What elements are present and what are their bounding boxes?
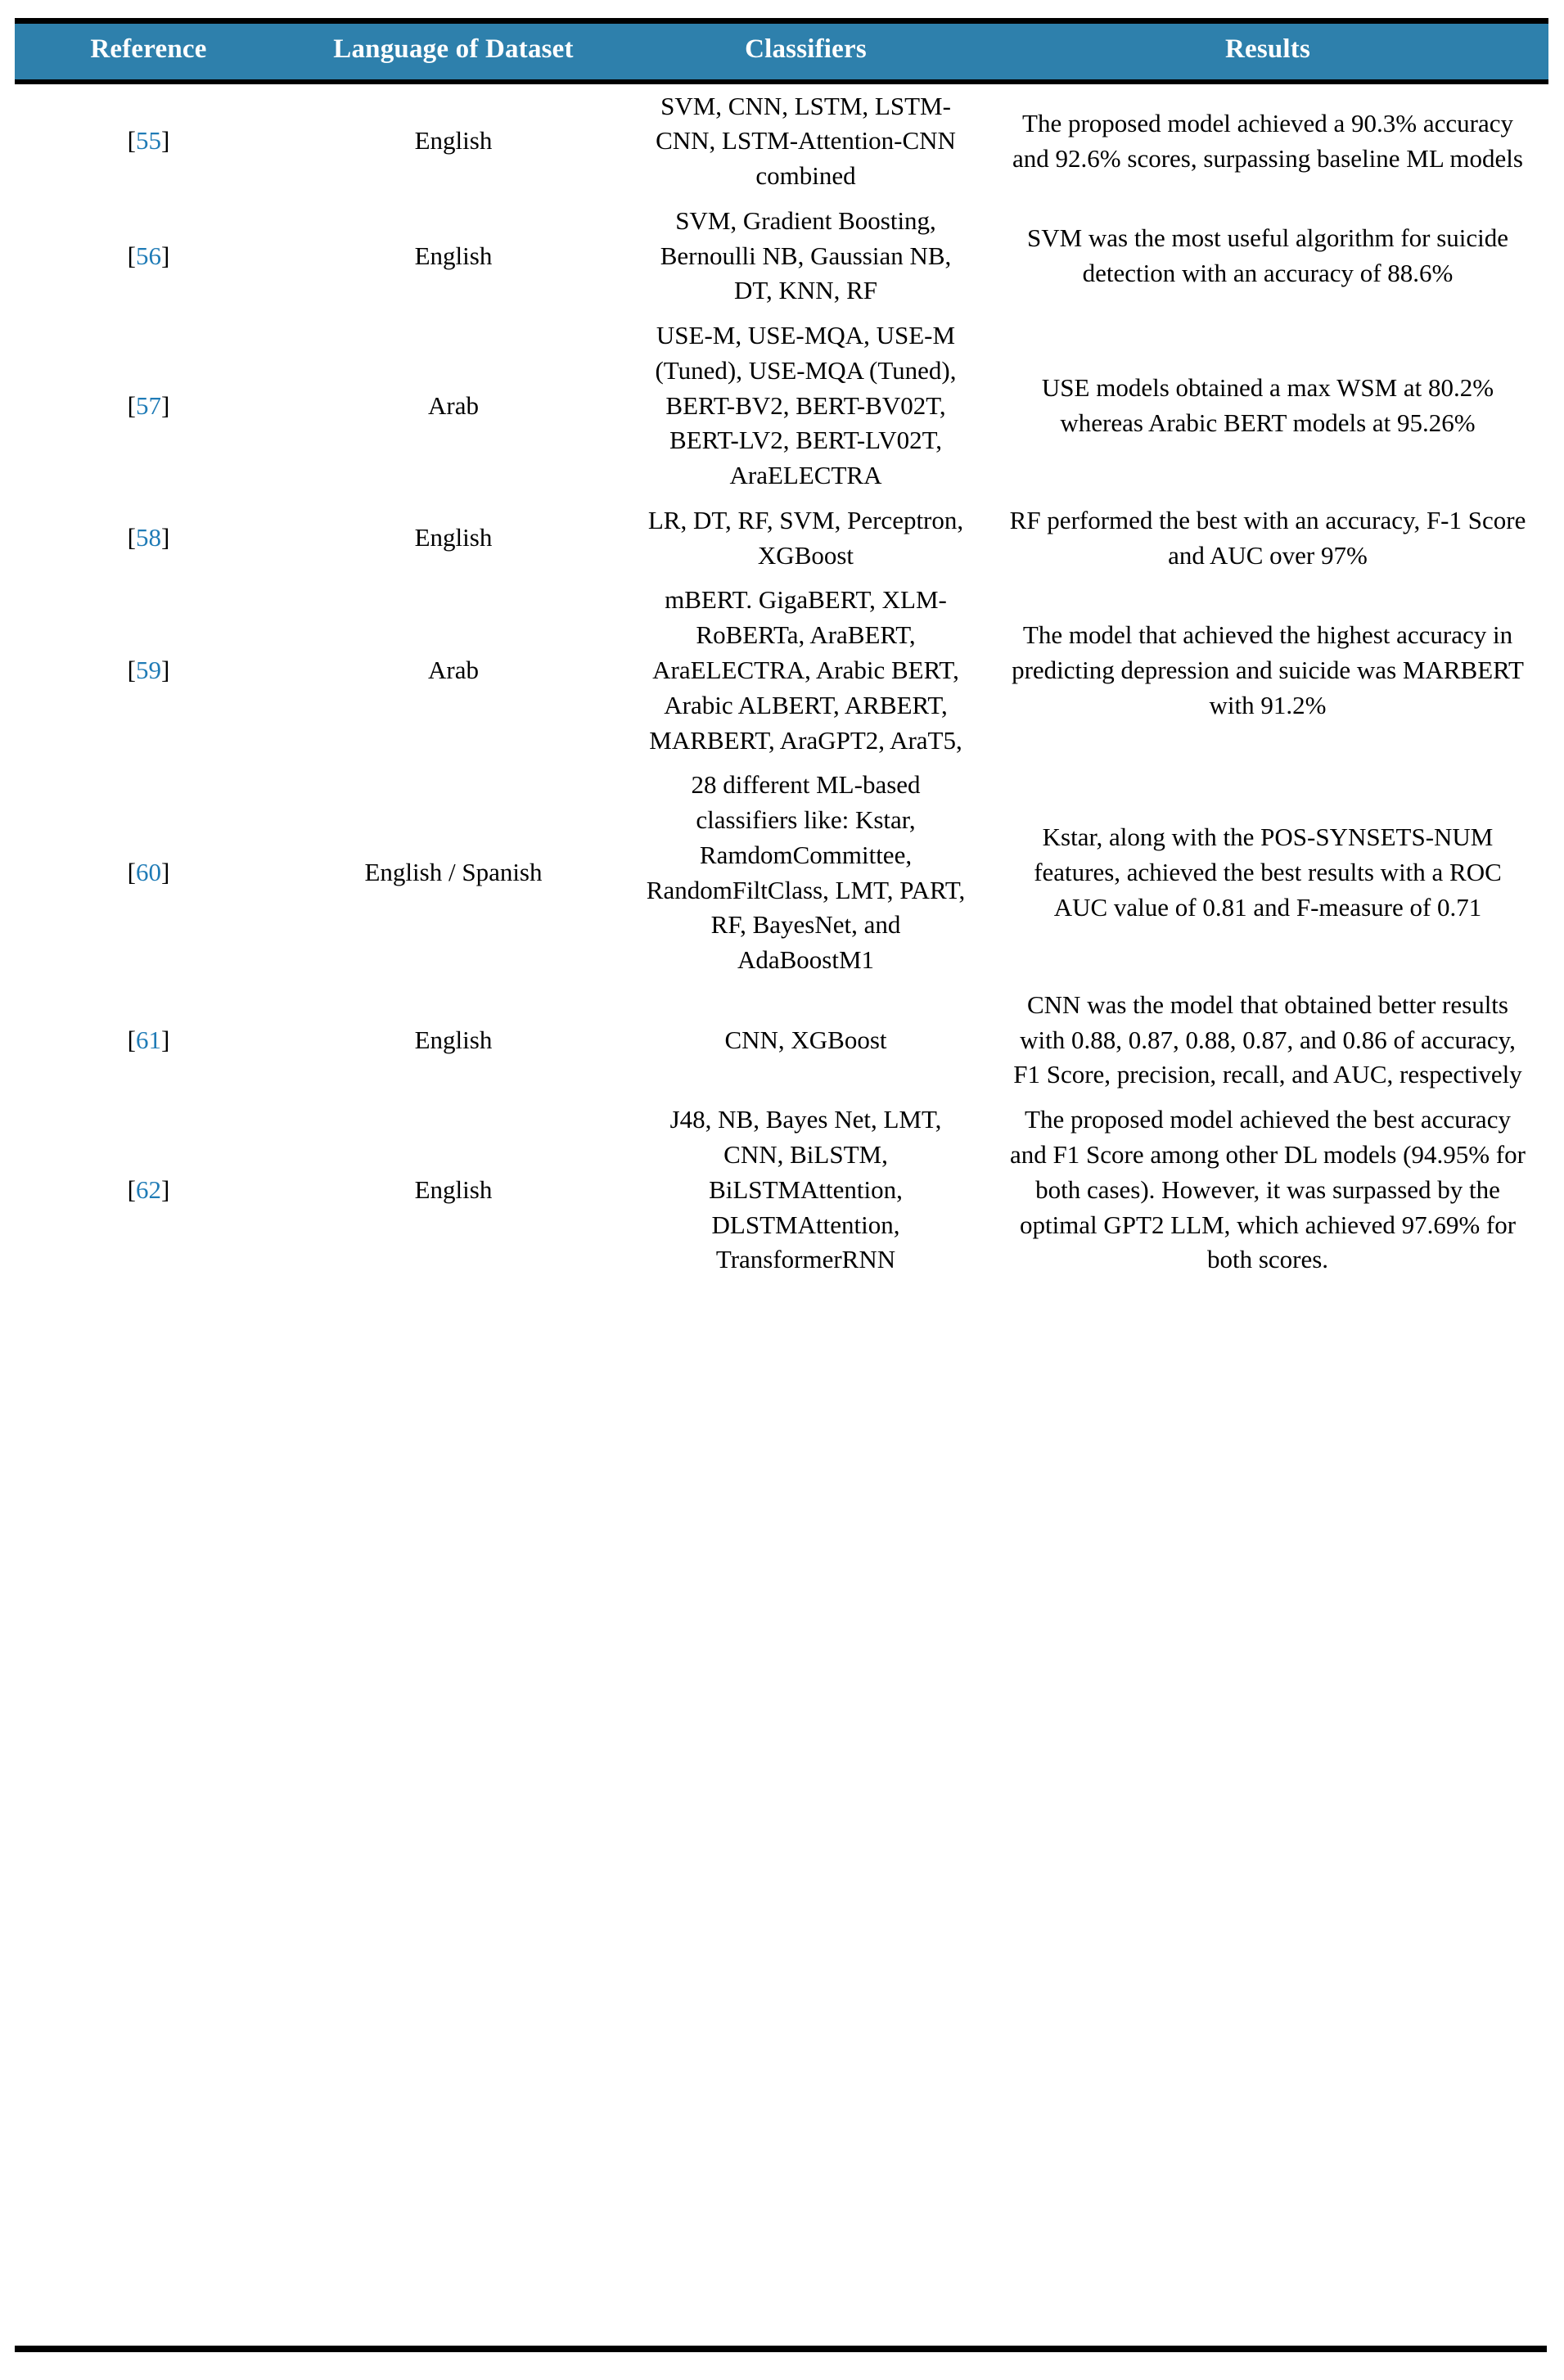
language-cell: English xyxy=(414,126,493,156)
table-row xyxy=(15,1098,1548,1282)
reference-cell xyxy=(15,983,282,1098)
results-cell: The model that achieved the highest accuracy in predicting depression and suicide was MARBERT with 91.2% xyxy=(1012,620,1524,719)
results-cell: The proposed model achieved the best accuracy and F1 Score among other DL models (94.95% for both cases). However, it was surpassed by the optimal GPT2 LLM, which achieved 97.69% for both scores. xyxy=(1010,1105,1526,1274)
table-row xyxy=(15,199,1548,313)
classifiers-cell: SVM, Gradient Boosting, Bernoulli NB, Gaussian NB, DT, KNN, RF xyxy=(660,205,952,305)
bracket-close: ] xyxy=(161,1025,170,1054)
column-header-reference: Reference xyxy=(15,21,282,82)
column-header-results: Results xyxy=(987,21,1548,82)
reference-cell xyxy=(15,498,282,579)
table-body xyxy=(15,82,1548,1283)
results-cell: USE models obtained a max WSM at 80.2% whereas Arabic BERT models at 95.26% xyxy=(1041,373,1494,438)
reference-cell xyxy=(15,313,282,498)
reference-cell xyxy=(15,1098,282,1282)
reference-link[interactable]: 62 xyxy=(136,1174,161,1204)
language-cell: English xyxy=(414,241,493,270)
classifiers-cell: J48, NB, Bayes Net, LMT, CNN, BiLSTM, BiLSTMAttention, DLSTMAttention, TransformerRNN xyxy=(669,1105,942,1274)
bracket-open: [ xyxy=(127,858,136,887)
classifiers-cell: USE-M, USE-MQA, USE-M (Tuned), USE-MQA (Tuned), BERT-BV2, BERT-BV02T, BERT-LV2, BERT-LV02T, AraELECTRA xyxy=(655,321,957,490)
language-cell: Arab xyxy=(428,390,479,420)
reference-cell xyxy=(15,763,282,983)
results-cell: CNN was the model that obtained better results with 0.88, 0.87, 0.88, 0.87, and 0.86 of accuracy, F1 Score, precision, recall, and AUC, respectively xyxy=(1013,989,1522,1089)
reference-cell xyxy=(15,578,282,763)
review-table-container xyxy=(15,18,1548,1282)
reference-link[interactable]: 55 xyxy=(136,126,161,156)
reference-link[interactable]: 59 xyxy=(136,656,161,685)
bracket-close: ] xyxy=(161,126,170,156)
bracket-open: [ xyxy=(127,523,136,552)
language-cell: English xyxy=(414,1174,493,1204)
bracket-close: ] xyxy=(161,858,170,887)
bracket-open: [ xyxy=(127,656,136,685)
classifiers-cell: 28 different ML-based classifiers like: Kstar, RamdomCommittee, RandomFiltClass, LMT, PART, RF, BayesNet, and AdaBoostM1 xyxy=(646,770,966,975)
classifiers-cell: SVM, CNN, LSTM, LSTM-CNN, LSTM-Attention-CNN combined xyxy=(656,91,956,191)
language-cell: English / Spanish xyxy=(364,858,543,887)
classifiers-cell: CNN, XGBoost xyxy=(724,1025,887,1054)
bracket-open: [ xyxy=(127,126,136,156)
reference-link[interactable]: 58 xyxy=(136,523,161,552)
table-bottom-rule xyxy=(15,2346,1547,2352)
classifiers-cell: LR, DT, RF, SVM, Perceptron, XGBoost xyxy=(647,505,964,570)
classifiers-cell: mBERT. GigaBERT, XLM-RoBERTa, AraBERT, AraELECTRA, Arabic BERT, Arabic ALBERT, ARBERT, MARBERT, AraGPT2, AraT5, xyxy=(649,585,962,755)
column-header-classifiers: Classifiers xyxy=(624,21,987,82)
bracket-open: [ xyxy=(127,390,136,420)
language-cell: Arab xyxy=(428,656,479,685)
reference-link[interactable]: 57 xyxy=(136,390,161,420)
reference-link[interactable]: 56 xyxy=(136,241,161,270)
table-header-row xyxy=(15,21,1548,82)
bracket-close: ] xyxy=(161,656,170,685)
table-header xyxy=(15,21,1548,82)
results-cell: RF performed the best with an accuracy, F-1 Score and AUC over 97% xyxy=(1009,505,1526,570)
literature-review-table xyxy=(15,18,1548,1282)
language-cell: English xyxy=(414,523,493,552)
reference-cell xyxy=(15,82,282,199)
bracket-open: [ xyxy=(127,1025,136,1054)
reference-link[interactable]: 60 xyxy=(136,858,161,887)
table-row xyxy=(15,578,1548,763)
table-row xyxy=(15,983,1548,1098)
table-row xyxy=(15,498,1548,579)
reference-link[interactable]: 61 xyxy=(136,1025,161,1054)
bracket-close: ] xyxy=(161,1174,170,1204)
table-row xyxy=(15,313,1548,498)
results-cell: Kstar, along with the POS-SYNSETS-NUM features, achieved the best results with a ROC AUC value of 0.81 and F-measure of 0.71 xyxy=(1034,823,1502,922)
results-cell: The proposed model achieved a 90.3% accuracy and 92.6% scores, surpassing baseline ML models xyxy=(1012,108,1523,173)
column-header-language-of-dataset: Language of Dataset xyxy=(282,21,624,82)
bracket-close: ] xyxy=(161,390,170,420)
bracket-open: [ xyxy=(127,1174,136,1204)
table-row xyxy=(15,763,1548,983)
bracket-close: ] xyxy=(161,523,170,552)
bracket-close: ] xyxy=(161,241,170,270)
reference-cell xyxy=(15,199,282,313)
results-cell: SVM was the most useful algorithm for suicide detection with an accuracy of 88.6% xyxy=(1026,223,1509,287)
table-row xyxy=(15,82,1548,199)
language-cell: English xyxy=(414,1025,493,1054)
bracket-open: [ xyxy=(127,241,136,270)
